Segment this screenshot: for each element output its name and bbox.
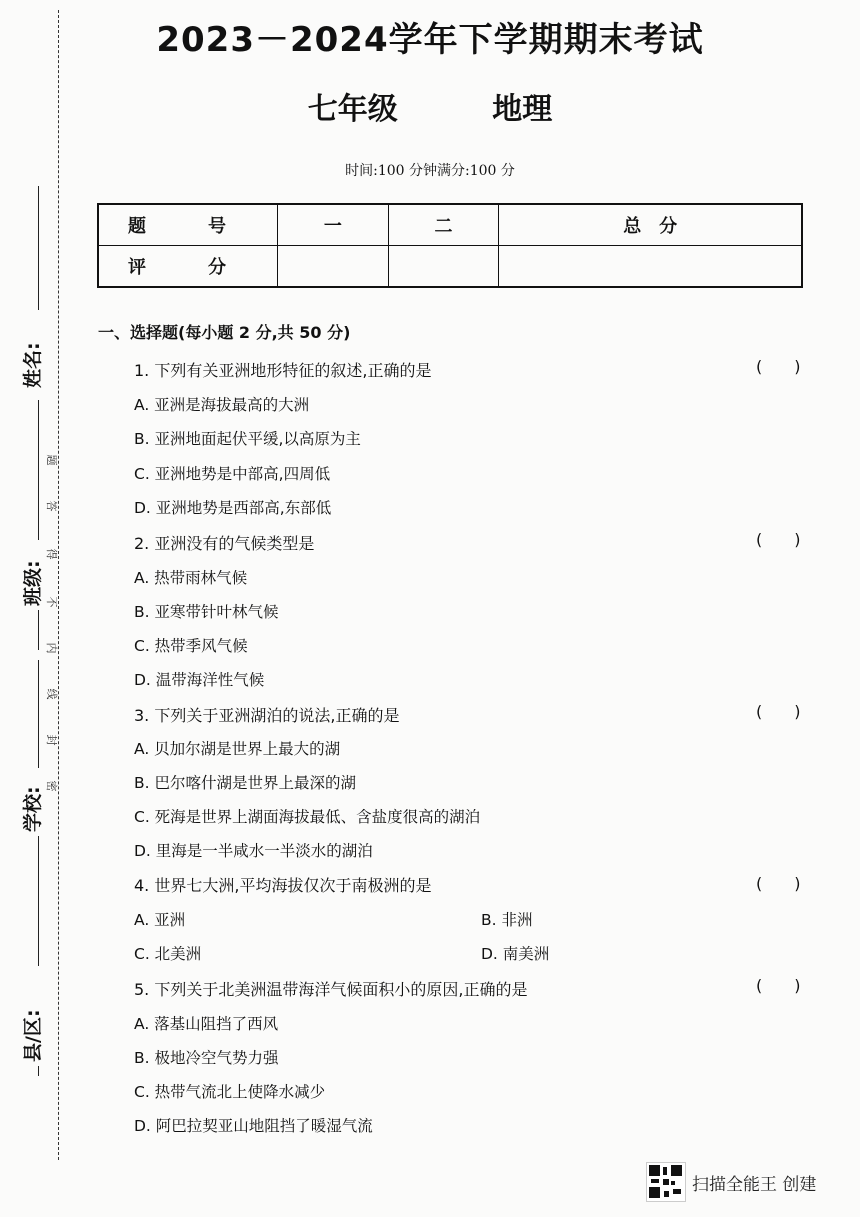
question-option: C. 死海是世界上湖面海拔最低、含盐度很高的湖泊 bbox=[134, 808, 481, 826]
question-option: C. 北美洲 bbox=[134, 945, 202, 963]
binding-warning-char: 密 bbox=[45, 780, 58, 792]
question-option: C. 亚洲地势是中部高,四周低 bbox=[134, 465, 331, 483]
score-table-header-cell: 题 号 bbox=[98, 204, 278, 246]
binding-warning-char: 封 bbox=[45, 734, 58, 746]
binding-dashed-line bbox=[58, 10, 59, 1160]
qr-code-icon bbox=[646, 1162, 686, 1202]
school-fill-line-lower bbox=[38, 836, 39, 966]
question-stem: 2. 亚洲没有的气候类型是 bbox=[134, 534, 315, 553]
question-option: C. 热带气流北上使降水减少 bbox=[134, 1083, 326, 1101]
question-option: D. 阿巴拉契亚山地阻挡了暖湿气流 bbox=[134, 1117, 373, 1135]
question-stem: 5. 下列关于北美洲温带海洋气候面积小的原因,正确的是 bbox=[134, 980, 528, 999]
question-option: A. 贝加尔湖是世界上最大的湖 bbox=[134, 740, 341, 758]
exam-title: 2023－2024学年下学期期末考试 bbox=[156, 20, 704, 60]
question-option: D. 温带海洋性气候 bbox=[134, 671, 265, 689]
score-table-score-row bbox=[98, 246, 802, 288]
question-option: A. 落基山阻挡了西风 bbox=[134, 1015, 279, 1033]
binding-warning-char: 答 bbox=[45, 500, 58, 512]
score-table-header-cell: 二 bbox=[388, 204, 499, 246]
answer-blank[interactable]: ( ) bbox=[756, 530, 801, 549]
scanner-watermark bbox=[646, 1162, 816, 1202]
score-row-label: 评 分 bbox=[98, 246, 278, 288]
question-option: A. 亚洲是海拔最高的大洲 bbox=[134, 396, 310, 414]
exam-subtitle bbox=[0, 84, 860, 128]
county-label: 县/区: bbox=[22, 1009, 44, 1062]
score-cell[interactable] bbox=[499, 246, 802, 288]
binding-warning-char: 得 bbox=[45, 548, 58, 560]
binding-warning-char: 不 bbox=[45, 596, 58, 608]
answer-blank[interactable]: ( ) bbox=[756, 874, 801, 893]
answer-blank[interactable]: ( ) bbox=[756, 976, 801, 995]
class-fill-line bbox=[38, 400, 39, 540]
score-table-header-row bbox=[98, 204, 802, 246]
school-fill-line bbox=[38, 660, 39, 768]
question-stem: 3. 下列关于亚洲湖泊的说法,正确的是 bbox=[134, 706, 400, 725]
question-option: B. 亚洲地面起伏平缓,以高原为主 bbox=[134, 430, 361, 448]
question-option: D. 亚洲地势是西部高,东部低 bbox=[134, 499, 332, 517]
question-option: C. 热带季风气候 bbox=[134, 637, 248, 655]
question-option: B. 极地冷空气势力强 bbox=[134, 1049, 279, 1067]
school-label: 学校: bbox=[22, 786, 44, 832]
question-option: B. 巴尔喀什湖是世界上最深的湖 bbox=[134, 774, 356, 792]
class-fill-line-lower bbox=[38, 610, 39, 650]
county-fill-line bbox=[38, 1066, 39, 1076]
score-table-header-cell: 总 分 bbox=[499, 204, 802, 246]
answer-blank[interactable]: ( ) bbox=[756, 702, 801, 721]
score-table bbox=[97, 203, 803, 288]
binding-warning-char: 内 bbox=[45, 642, 58, 654]
name-label: 姓名: bbox=[22, 342, 44, 388]
watermark-text: 扫描全能王 创建 bbox=[692, 1174, 817, 1195]
name-fill-line bbox=[38, 186, 39, 310]
answer-blank[interactable]: ( ) bbox=[756, 357, 801, 376]
time-info: 时间:100 分钟满分:100 分 bbox=[345, 163, 515, 179]
question-option: B. 亚寒带针叶林气候 bbox=[134, 603, 279, 621]
question-option: B. 非洲 bbox=[481, 911, 533, 929]
question-option: A. 亚洲 bbox=[134, 911, 186, 929]
question-option: A. 热带雨林气候 bbox=[134, 569, 248, 587]
question-option: D. 里海是一半咸水一半淡水的湖泊 bbox=[134, 842, 373, 860]
section-title: 一、选择题(每小题 2 分,共 50 分) bbox=[98, 323, 351, 342]
binding-warning-char: 线 bbox=[45, 688, 58, 700]
question-stem: 1. 下列有关亚洲地形特征的叙述,正确的是 bbox=[134, 361, 432, 380]
subject-label: 地理 bbox=[492, 92, 553, 127]
binding-margin bbox=[0, 0, 80, 1217]
question-option: D. 南美洲 bbox=[481, 945, 550, 963]
class-label: 班级: bbox=[22, 560, 44, 606]
question-stem: 4. 世界七大洲,平均海拔仅次于南极洲的是 bbox=[134, 876, 432, 895]
score-table-header-cell: 一 bbox=[278, 204, 389, 246]
score-cell[interactable] bbox=[388, 246, 499, 288]
grade-label: 七年级 bbox=[307, 92, 398, 127]
binding-warning-char: 题 bbox=[45, 454, 58, 466]
score-cell[interactable] bbox=[278, 246, 389, 288]
